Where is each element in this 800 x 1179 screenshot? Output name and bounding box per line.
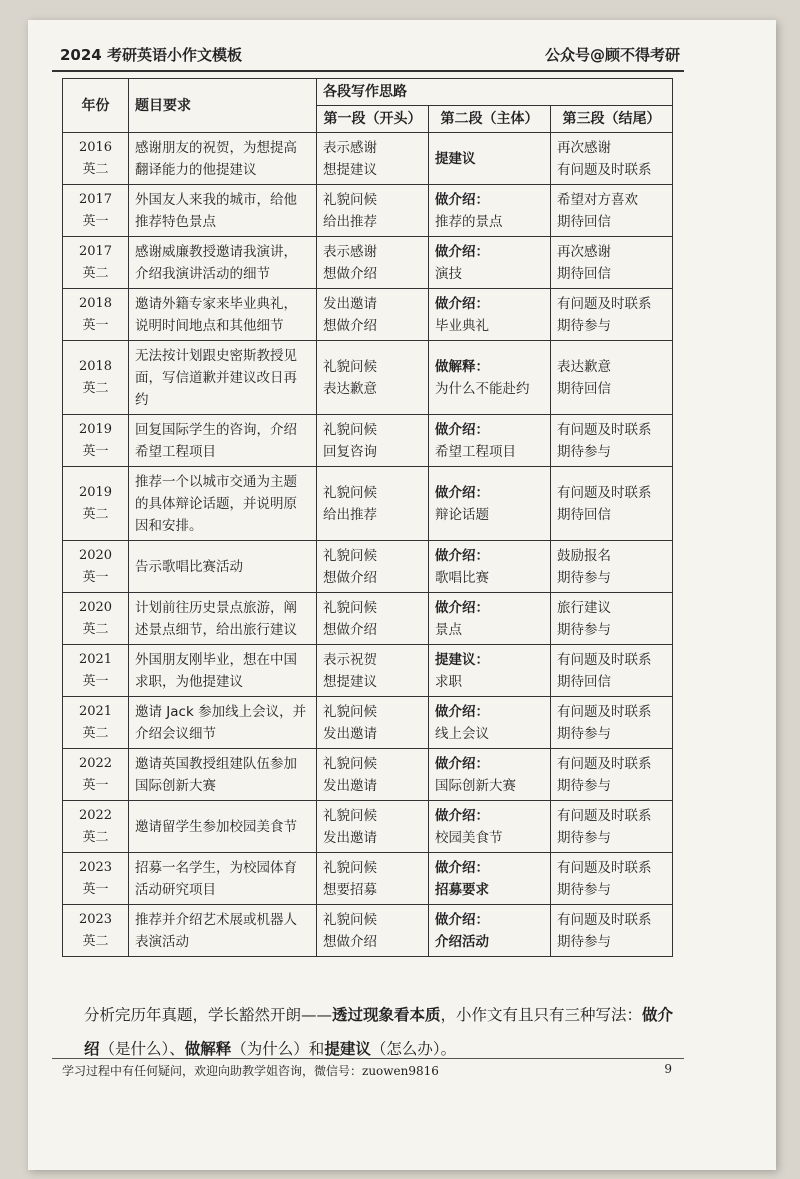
p2-cell (429, 185, 551, 237)
p3-line-1: 表达歉意 (557, 358, 611, 375)
p1-cell (317, 237, 429, 289)
year-cell (63, 645, 129, 697)
p1-line-2: 发出邀请 (323, 777, 377, 794)
p2-cell (429, 593, 551, 645)
p1-line-2: 想提建议 (323, 161, 377, 178)
p1-line-1: 发出邀请 (323, 295, 377, 312)
year-cell (63, 133, 129, 185)
p3-cell (551, 697, 673, 749)
p1-line-1: 礼貌问候 (323, 599, 377, 616)
header-account: 公众号@顾不得考研 (544, 46, 680, 64)
p1-line-2: 想提建议 (323, 673, 377, 690)
p3-line-2: 期待参与 (557, 777, 611, 794)
page-header (60, 44, 680, 65)
table-row (63, 133, 673, 185)
table-row (63, 801, 673, 853)
exam-type: 英一 (82, 673, 109, 689)
p2-method: 做介绍： (435, 191, 489, 208)
topic-cell: 外国友人来我的城市，给他推荐特色景点 (129, 185, 317, 237)
year-value: 2021 (78, 703, 113, 719)
p2-cell (429, 237, 551, 289)
p2-method: 做解释： (435, 358, 489, 375)
p2-method: 做介绍： (435, 421, 489, 438)
p3-line-1: 旅行建议 (557, 599, 611, 616)
p1-line-2: 想做介绍 (323, 569, 377, 586)
p1-line-1: 礼貌问候 (323, 191, 377, 208)
summary-text-1: 分析完历年真题，学长豁然开朗—— (84, 1006, 333, 1024)
exam-type: 英一 (82, 213, 109, 229)
p2-cell (429, 801, 551, 853)
year-cell (63, 467, 129, 541)
col-p2-header: 第二段（主体） (429, 106, 551, 133)
p2-method: 提建议： (435, 651, 489, 668)
p2-topic: 招募要求 (435, 881, 489, 898)
exam-type: 英二 (82, 725, 109, 741)
year-cell (63, 185, 129, 237)
p1-cell (317, 185, 429, 237)
year-value: 2016 (78, 139, 113, 155)
method-suggest-note: （怎么办）。 (370, 1040, 457, 1058)
year-value: 2022 (78, 755, 113, 771)
p2-cell (429, 133, 551, 185)
p2-cell (429, 697, 551, 749)
p3-cell (551, 853, 673, 905)
table-row (63, 289, 673, 341)
p3-cell (551, 341, 673, 415)
exam-type: 英一 (82, 777, 109, 793)
exam-type: 英二 (82, 621, 109, 637)
table-row (63, 593, 673, 645)
exam-type: 英一 (82, 443, 109, 459)
p1-cell (317, 415, 429, 467)
exam-table (62, 78, 673, 957)
p3-line-2: 期待回信 (557, 213, 611, 230)
p2-method: 做介绍： (435, 295, 489, 312)
p1-line-2: 回复咨询 (323, 443, 377, 460)
p3-line-1: 再次感谢 (557, 243, 611, 260)
p1-line-1: 礼貌问候 (323, 484, 377, 501)
p3-line-2: 期待参与 (557, 881, 611, 898)
p1-line-2: 给出推荐 (323, 506, 377, 523)
topic-cell: 感谢朋友的祝贺，为想提高翻译能力的他提建议 (129, 133, 317, 185)
table-row (63, 541, 673, 593)
p3-line-2: 期待回信 (557, 265, 611, 282)
p1-cell (317, 697, 429, 749)
page-footer (62, 1062, 672, 1079)
exam-type: 英一 (82, 317, 109, 333)
p2-topic: 为什么不能赴约 (435, 380, 530, 397)
p1-line-2: 发出邀请 (323, 829, 377, 846)
p3-line-2: 期待回信 (557, 673, 611, 690)
p1-line-1: 礼貌问候 (323, 755, 377, 772)
year-value: 2019 (78, 421, 113, 437)
p1-line-1: 表示感谢 (323, 243, 377, 260)
p1-cell (317, 645, 429, 697)
year-cell (63, 749, 129, 801)
p1-cell (317, 853, 429, 905)
year-value: 2022 (78, 807, 113, 823)
p2-cell (429, 341, 551, 415)
p3-line-1: 有问题及时联系 (557, 651, 652, 668)
p1-line-2: 想做介绍 (323, 317, 377, 334)
header-divider (52, 70, 684, 72)
p2-topic: 校园美食节 (435, 829, 503, 846)
p2-cell (429, 853, 551, 905)
topic-cell: 无法按计划跟史密斯教授见面，写信道歉并建议改日再约 (129, 341, 317, 415)
year-value: 2021 (78, 651, 113, 667)
p3-cell (551, 593, 673, 645)
p2-topic: 求职 (435, 673, 462, 690)
exam-type: 英二 (82, 506, 109, 522)
p3-line-2: 期待参与 (557, 725, 611, 742)
summary-emphasis: 透过现象看本质 (332, 1006, 441, 1024)
year-cell (63, 237, 129, 289)
exam-type: 英一 (82, 881, 109, 897)
year-cell (63, 341, 129, 415)
p3-line-1: 有问题及时联系 (557, 755, 652, 772)
p1-cell (317, 593, 429, 645)
header-title: 2024 考研英语小作文模板 (60, 46, 242, 64)
p3-line-1: 有问题及时联系 (557, 703, 652, 720)
p1-line-2: 想做介绍 (323, 933, 377, 950)
p3-line-2: 期待参与 (557, 829, 611, 846)
method-explain: 做解释 (184, 1040, 232, 1058)
p2-topic: 景点 (435, 621, 462, 638)
p2-topic: 演技 (435, 265, 462, 282)
p2-cell (429, 905, 551, 957)
p2-cell (429, 289, 551, 341)
year-cell (63, 593, 129, 645)
p2-topic: 国际创新大赛 (435, 777, 516, 794)
p2-topic: 介绍活动 (435, 933, 489, 950)
summary-paragraph (84, 998, 684, 1066)
p3-line-1: 有问题及时联系 (557, 911, 652, 928)
p1-cell (317, 133, 429, 185)
p3-line-2: 期待参与 (557, 569, 611, 586)
p3-cell (551, 289, 673, 341)
p2-topic: 线上会议 (435, 725, 489, 742)
p2-cell (429, 749, 551, 801)
p3-cell (551, 905, 673, 957)
p1-line-2: 想做介绍 (323, 621, 377, 638)
year-cell (63, 905, 129, 957)
exam-type: 英二 (82, 265, 109, 281)
p3-cell (551, 237, 673, 289)
year-value: 2018 (78, 295, 113, 311)
page-number: 9 (664, 1062, 672, 1076)
p2-method: 做介绍： (435, 484, 489, 501)
p2-method: 做介绍： (435, 243, 489, 260)
p1-cell (317, 541, 429, 593)
year-value: 2018 (78, 358, 113, 374)
topic-cell: 推荐一个以城市交通为主题的具体辩论话题，并说明原因和安排。 (129, 467, 317, 541)
table-row (63, 645, 673, 697)
exam-type: 英二 (82, 380, 109, 396)
topic-cell: 招募一名学生，为校园体育活动研究项目 (129, 853, 317, 905)
p2-cell (429, 541, 551, 593)
method-suggest: 提建议 (324, 1040, 371, 1058)
table-row (63, 467, 673, 541)
p3-line-2: 期待参与 (557, 621, 611, 638)
year-value: 2023 (78, 911, 113, 927)
method-explain-note: （为什么）和 (231, 1040, 325, 1058)
p3-line-1: 有问题及时联系 (557, 484, 652, 501)
topic-cell: 邀请英国教授组建队伍参加国际创新大赛 (129, 749, 317, 801)
p2-cell (429, 467, 551, 541)
year-cell (63, 853, 129, 905)
p3-line-2: 有问题及时联系 (557, 161, 652, 178)
p1-line-2: 想要招募 (323, 881, 377, 898)
p1-line-2: 想做介绍 (323, 265, 377, 282)
table-row (63, 415, 673, 467)
table-row (63, 749, 673, 801)
p3-line-1: 有问题及时联系 (557, 295, 652, 312)
p3-line-1: 有问题及时联系 (557, 859, 652, 876)
exam-type: 英二 (82, 829, 109, 845)
year-cell (63, 801, 129, 853)
topic-cell: 回复国际学生的咨询，介绍希望工程项目 (129, 415, 317, 467)
p3-cell (551, 749, 673, 801)
table-row (63, 905, 673, 957)
p2-method: 做介绍： (435, 703, 489, 720)
p1-cell (317, 801, 429, 853)
p3-cell (551, 467, 673, 541)
col-p3-header: 第三段（结尾） (551, 106, 673, 133)
table-row (63, 853, 673, 905)
year-value: 2019 (78, 484, 113, 500)
footer-contact: 学习过程中有任何疑问，欢迎向助教学姐咨询，微信号：zuowen9816 (62, 1064, 439, 1078)
year-cell (63, 415, 129, 467)
p1-line-2: 给出推荐 (323, 213, 377, 230)
p2-method: 做介绍： (435, 599, 489, 616)
topic-cell: 感谢威廉教授邀请我演讲，介绍我演讲活动的细节 (129, 237, 317, 289)
p1-cell (317, 905, 429, 957)
p1-line-1: 礼貌问候 (323, 911, 377, 928)
topic-cell: 告示歌唱比赛活动 (129, 541, 317, 593)
p2-method: 做介绍： (435, 859, 489, 876)
p2-method: 做介绍： (435, 807, 489, 824)
p3-line-1: 希望对方喜欢 (557, 191, 638, 208)
p3-cell (551, 185, 673, 237)
year-value: 2017 (78, 243, 113, 259)
year-cell (63, 289, 129, 341)
p3-line-2: 期待参与 (557, 317, 611, 334)
p2-method: 做介绍： (435, 547, 489, 564)
topic-cell: 邀请留学生参加校园美食节 (129, 801, 317, 853)
year-cell (63, 697, 129, 749)
p1-line-1: 表示祝贺 (323, 651, 377, 668)
p1-line-1: 礼貌问候 (323, 859, 377, 876)
year-value: 2023 (78, 859, 113, 875)
topic-cell: 计划前往历史景点旅游，阐述景点细节，给出旅行建议 (129, 593, 317, 645)
method-introduce-note: （是什么）、 (99, 1040, 185, 1058)
col-group-header: 各段写作思路 (317, 79, 673, 106)
p2-cell (429, 415, 551, 467)
topic-cell: 邀请 Jack 参加线上会议，并介绍会议细节 (129, 697, 317, 749)
p1-line-1: 礼貌问候 (323, 547, 377, 564)
col-topic-header: 题目要求 (129, 79, 317, 133)
p1-line-1: 礼貌问候 (323, 703, 377, 720)
p3-line-2: 期待回信 (557, 380, 611, 397)
p2-topic: 希望工程项目 (435, 443, 516, 460)
p1-cell (317, 289, 429, 341)
p1-line-2: 表达歉意 (323, 380, 377, 397)
p1-line-1: 礼貌问候 (323, 421, 377, 438)
p1-cell (317, 749, 429, 801)
p3-line-1: 有问题及时联系 (557, 421, 652, 438)
summary-text-2: ，小作文有且只有三种写法： (440, 1006, 643, 1024)
p3-cell (551, 415, 673, 467)
col-p1-header: 第一段（开头） (317, 106, 429, 133)
topic-cell: 邀请外籍专家来毕业典礼，说明时间地点和其他细节 (129, 289, 317, 341)
col-year-header: 年份 (63, 79, 129, 133)
p1-line-1: 礼貌问候 (323, 358, 377, 375)
p3-cell (551, 541, 673, 593)
topic-cell: 外国朋友刚毕业，想在中国求职，为他提建议 (129, 645, 317, 697)
table-row (63, 237, 673, 289)
year-value: 2020 (78, 547, 113, 563)
p3-line-2: 期待参与 (557, 443, 611, 460)
p2-method: 提建议 (435, 150, 476, 167)
exam-type: 英二 (82, 933, 109, 949)
p1-line-1: 礼貌问候 (323, 807, 377, 824)
method-introduce: 做介绍 (84, 1006, 674, 1058)
year-value: 2017 (78, 191, 113, 207)
p3-line-1: 鼓励报名 (557, 547, 611, 564)
footer-divider (52, 1058, 684, 1059)
p3-line-2: 期待参与 (557, 933, 611, 950)
p2-topic: 毕业典礼 (435, 317, 489, 334)
table-body (63, 133, 673, 957)
year-value: 2020 (78, 599, 113, 615)
p1-line-1: 表示感谢 (323, 139, 377, 156)
p2-topic: 推荐的景点 (435, 213, 503, 230)
p3-cell (551, 133, 673, 185)
p2-topic: 辩论话题 (435, 506, 489, 523)
p2-method: 做介绍： (435, 755, 489, 772)
table-row (63, 185, 673, 237)
p1-cell (317, 341, 429, 415)
exam-type: 英二 (82, 161, 109, 177)
p3-cell (551, 801, 673, 853)
p1-line-2: 发出邀请 (323, 725, 377, 742)
year-cell (63, 541, 129, 593)
p1-cell (317, 467, 429, 541)
p3-cell (551, 645, 673, 697)
exam-type: 英一 (82, 569, 109, 585)
p3-line-1: 有问题及时联系 (557, 807, 652, 824)
p3-line-2: 期待回信 (557, 506, 611, 523)
p2-topic: 歌唱比赛 (435, 569, 489, 586)
topic-cell: 推荐并介绍艺术展或机器人表演活动 (129, 905, 317, 957)
p2-cell (429, 645, 551, 697)
p2-method: 做介绍： (435, 911, 489, 928)
table-row (63, 341, 673, 415)
p3-line-1: 再次感谢 (557, 139, 611, 156)
table-row (63, 697, 673, 749)
